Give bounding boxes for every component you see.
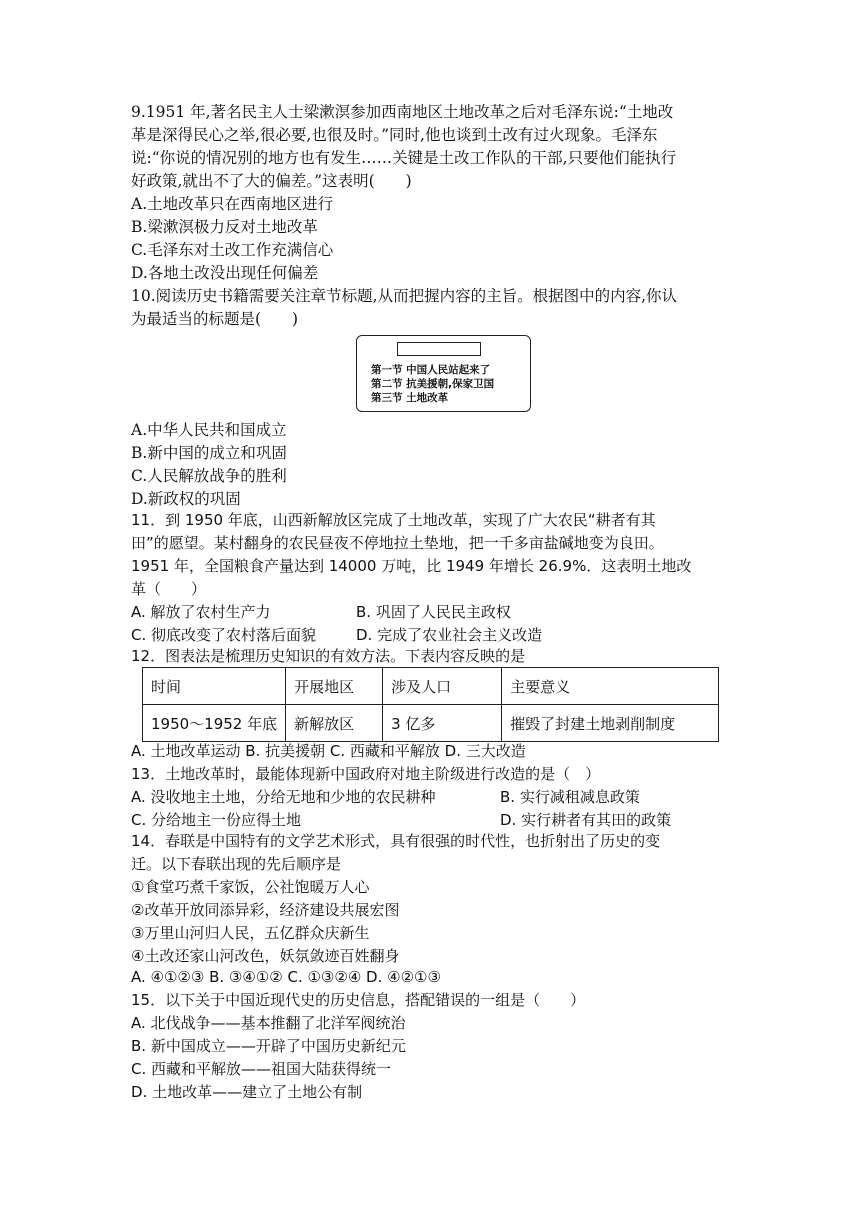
q15-option-d: D. 土地改革——建立了土地公有制	[131, 1083, 363, 1101]
q10-option-d: D.新政权的巩固	[131, 490, 241, 508]
table-header-cell: 时间	[143, 668, 286, 705]
q10-chapter-figure	[356, 335, 531, 412]
q10-option-a: A.中华人民共和国成立	[131, 421, 287, 439]
q11-option-d: D. 完成了农业社会主义改造	[356, 626, 543, 644]
q14-stem-line: 迁。以下春联出现的先后顺序是	[131, 855, 342, 873]
q13-option-c: C. 分给地主一份应得土地	[131, 811, 302, 829]
q14-options: A. ④①②③ B. ③④①② C. ①③②④ D. ④②①③	[131, 968, 441, 986]
q10-stem-line: 10.阅读历史书籍需要关注章节标题,从而把握内容的主旨。根据图中的内容,你认	[131, 287, 678, 305]
q12-options: A. 土地改革运动 B. 抗美援朝 C. 西藏和平解放 D. 三大改造	[131, 742, 526, 760]
q9-stem-line: 9.1951 年,著名民主人士梁漱溟参加西南地区土地改革之后对毛泽东说:“土地改	[131, 103, 674, 121]
q9-option-c: C.毛泽东对土改工作充满信心	[131, 241, 334, 259]
q14-couplet-1: ①食堂巧煮千家饭，公社饱暖万人心	[131, 878, 370, 896]
table-header-cell: 涉及人口	[383, 668, 502, 705]
q10-figure-section-3: 第三节 土地改革	[371, 392, 449, 404]
q9-option-a: A.土地改革只在西南地区进行	[131, 195, 334, 213]
q12-table	[142, 667, 719, 742]
q13-option-d: D. 实行耕者有其田的政策	[500, 811, 672, 829]
q9-stem-line: 说:“你说的情况别的地方也有发生……关键是土改工作队的干部,只要他们能执行	[131, 149, 677, 167]
q9-stem-line: 好政策,就出不了大的偏差。”这表明( )	[131, 172, 412, 190]
q14-couplet-4: ④土改还家山河改色，妖氛敛迹百姓翻身	[131, 947, 400, 965]
q15-option-a: A. 北伐战争——基本推翻了北洋军阀统治	[131, 1014, 406, 1032]
q9-option-d: D.各地土改没出现任何偏差	[131, 264, 319, 282]
q10-blank-title-box	[397, 342, 481, 356]
q14-couplet-2: ②改革开放同添异彩，经济建设共展宏图	[131, 901, 400, 919]
table-cell: 新解放区	[286, 705, 383, 742]
q11-stem-line: 革（ ）	[131, 580, 207, 598]
q11-option-b: B. 巩固了人民民主政权	[356, 603, 511, 621]
q9-stem-line: 革是深得民心之举,很必要,也很及时。”同时,他也谈到土改有过火现象。毛泽东	[131, 126, 658, 144]
q13-option-b: B. 实行减租减息政策	[500, 788, 640, 806]
q14-stem-line: 14．春联是中国特有的文学艺术形式，具有很强的时代性，也折射出了历史的变	[131, 832, 661, 850]
q11-stem-line: 1951 年，全国粮食产量达到 14000 万吨，比 1949 年增长 26.9%．这表明土地改	[131, 557, 692, 575]
q13-stem-line: 13．土地改革时，最能体现新中国政府对地主阶级进行改造的是（ ）	[131, 765, 601, 783]
q11-stem-line: 11．到 1950 年底，山西新解放区完成了土地改革，实现了广大农民“耕者有其	[131, 511, 656, 529]
q15-option-b: B. 新中国成立——开辟了中国历史新纪元	[131, 1037, 406, 1055]
table-cell: 摧毁了封建土地剥削制度	[502, 705, 719, 742]
q10-figure-section-2: 第二节 抗美援朝,保家卫国	[371, 378, 495, 390]
q10-option-b: B.新中国的成立和巩固	[131, 444, 287, 462]
table-cell: 1950～1952 年底	[143, 705, 286, 742]
q11-option-a: A. 解放了农村生产力	[131, 603, 271, 621]
table-row	[143, 705, 719, 742]
table-header-cell: 开展地区	[286, 668, 383, 705]
q10-stem-line: 为最适当的标题是( )	[131, 310, 299, 328]
q15-stem-line: 15．以下关于中国近现代史的历史信息，搭配错误的一组是（ ）	[131, 991, 586, 1009]
q10-figure-section-1: 第一节 中国人民站起来了	[371, 364, 491, 376]
q13-option-a: A. 没收地主土地，分给无地和少地的农民耕种	[131, 788, 436, 806]
q14-couplet-3: ③万里山河归人民，五亿群众庆新生	[131, 924, 370, 942]
q9-option-b: B.梁漱溟极力反对土地改革	[131, 218, 318, 236]
table-header-row	[143, 668, 719, 705]
table-header-cell: 主要意义	[502, 668, 719, 705]
q10-option-c: C.人民解放战争的胜利	[131, 467, 287, 485]
table-cell: 3 亿多	[383, 705, 502, 742]
q12-stem-line: 12．图表法是梳理历史知识的有效方法。下表内容反映的是	[131, 647, 526, 665]
q15-option-c: C. 西藏和平解放——祖国大陆获得统一	[131, 1060, 392, 1078]
q11-stem-line: 田”的愿望。某村翻身的农民昼夜不停地拉土垫地，把一千多亩盐碱地变为良田。	[131, 534, 664, 552]
q11-option-c: C. 彻底改变了农村落后面貌	[131, 626, 317, 644]
